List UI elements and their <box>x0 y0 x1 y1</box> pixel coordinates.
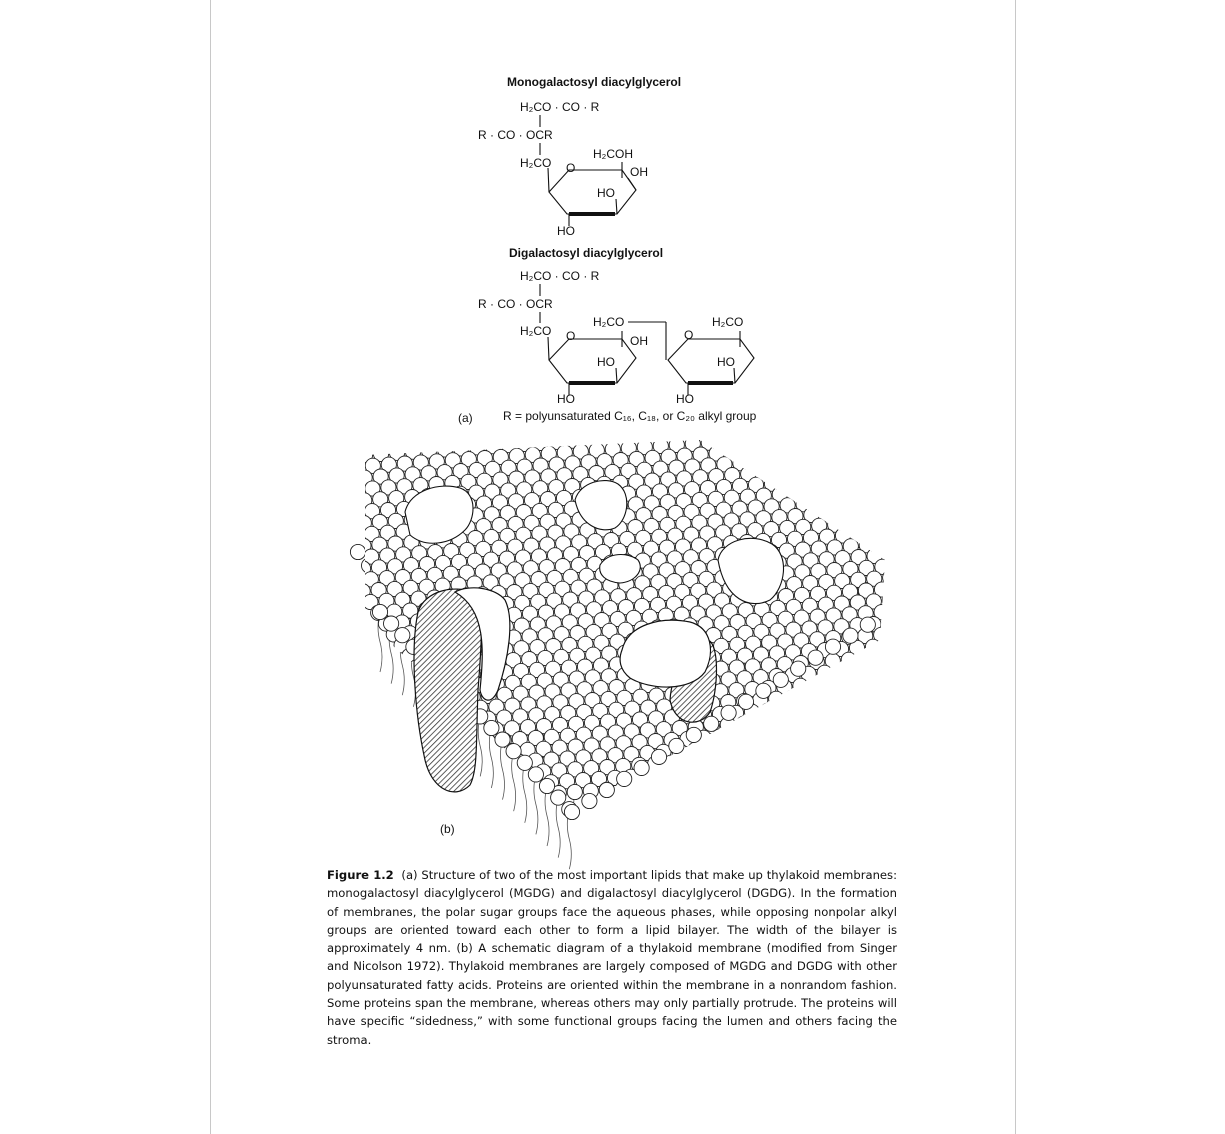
lipid-head <box>865 639 880 654</box>
lipid-head <box>712 752 727 767</box>
lipid-head <box>599 782 614 797</box>
lipid-head <box>647 779 662 794</box>
lipid-head <box>727 773 742 788</box>
lipid-head <box>785 690 800 705</box>
lipid-head <box>711 775 726 790</box>
lipid-head <box>879 752 894 767</box>
lipid-head <box>876 468 891 483</box>
lipid-head <box>768 714 783 729</box>
lipid-head <box>506 744 521 759</box>
lipid-head <box>808 745 823 760</box>
lipid-head <box>857 674 872 689</box>
lipid-head <box>372 604 387 619</box>
lipid-head <box>833 664 848 679</box>
lipid-head <box>865 685 880 700</box>
lipid-head <box>671 766 686 781</box>
dgdg-ring1-oh: OH <box>630 334 648 348</box>
lipid-head <box>789 440 804 455</box>
lipid-head <box>853 459 868 474</box>
lipid-head <box>655 767 670 782</box>
lipid-head <box>812 473 827 488</box>
lipid-head <box>824 744 839 759</box>
lipid-head <box>768 737 783 752</box>
lipid-head <box>829 449 844 464</box>
lipid-head <box>841 675 856 690</box>
lipid-head <box>861 447 876 462</box>
lipid-head <box>828 472 843 487</box>
panel-b-label: (b) <box>440 822 455 836</box>
lipid-head <box>695 776 710 791</box>
lipid-tail <box>534 774 538 834</box>
dgdg-ring1-o: O <box>566 329 576 343</box>
lipid-head <box>815 756 830 771</box>
lipid-head <box>853 436 868 451</box>
lipid-head <box>679 777 694 792</box>
dgdg-ring1-ho-bottom: HO <box>557 392 575 406</box>
lipid-head <box>721 705 736 720</box>
lipid-head <box>793 678 808 693</box>
lipid-head <box>752 738 767 753</box>
lipid-head <box>852 504 867 519</box>
lipid-head <box>728 751 743 766</box>
lipid-head <box>765 453 780 468</box>
lipid-head <box>749 455 764 470</box>
lipid-head <box>860 492 875 507</box>
lipid-head <box>736 716 751 731</box>
lipid-head <box>817 665 832 680</box>
lipid-head <box>686 727 701 742</box>
lipid-head <box>680 754 695 769</box>
lipid-head <box>759 771 774 786</box>
lipid-head <box>849 686 864 701</box>
lipid-head <box>868 480 883 495</box>
lipid-head <box>871 764 886 779</box>
lipid-head <box>780 475 795 490</box>
lipid-head <box>805 462 820 477</box>
lipid-head <box>881 638 896 653</box>
lipid-tail <box>556 798 560 858</box>
lipid-head <box>704 741 719 756</box>
lipid-head <box>517 755 532 770</box>
lipid-head <box>703 764 718 779</box>
lipid-head <box>800 734 815 749</box>
lipid-head <box>860 470 875 485</box>
lipid-head <box>484 720 499 735</box>
lipid-head <box>760 749 775 764</box>
lipid-head <box>849 663 864 678</box>
lipid-head <box>767 759 782 774</box>
lipid-head <box>845 448 860 463</box>
lipid-head <box>852 481 867 496</box>
lipid-head <box>869 458 884 473</box>
lipid-head <box>813 450 828 465</box>
lipid-head <box>634 760 649 775</box>
lipid-head <box>847 754 862 769</box>
panel-a-label: (a) <box>458 411 473 425</box>
lipid-head <box>821 438 836 453</box>
lipid-head <box>828 494 843 509</box>
lipid-head <box>783 758 798 773</box>
lipid-head <box>880 729 895 744</box>
lipid-head <box>395 628 410 643</box>
lipid-head <box>840 720 855 735</box>
lipid-head <box>651 749 666 764</box>
lipid-head <box>805 439 820 454</box>
lipid-head <box>844 471 859 486</box>
lipid-head <box>843 628 858 643</box>
lipid-head <box>817 688 832 703</box>
dgdg-title: Digalactosyl diacylglycerol <box>509 246 664 260</box>
lipid-head <box>696 753 711 768</box>
lipid-head <box>880 706 895 721</box>
lipid-head <box>875 537 890 552</box>
lipid-head <box>873 650 888 665</box>
dgdg-h2co-bottom: H₂CO <box>520 324 552 338</box>
lipid-head <box>773 672 788 687</box>
lipid-head <box>808 723 823 738</box>
lipid-head <box>617 771 632 786</box>
lipid-head <box>883 525 898 540</box>
lipid-head <box>865 662 880 677</box>
r-group-definition: R = polyunsaturated C₁₆, C₁₈, or C₂₀ alkyl group <box>503 409 757 423</box>
lipid-head <box>856 719 871 734</box>
mgdg-rcoocr: R · CO · OCR <box>478 128 553 142</box>
lipid-head <box>797 451 812 466</box>
lipid-head <box>860 617 875 632</box>
mgdg-ho-mid: HO <box>597 186 615 200</box>
lipid-head <box>869 435 884 450</box>
lipid-head <box>800 712 815 727</box>
lipid-head <box>704 716 719 731</box>
lipid-head <box>564 804 579 819</box>
lipid-head <box>744 750 759 765</box>
lipid-head <box>856 742 871 757</box>
mgdg-h2co-top: H₂CO · CO · R <box>520 100 600 114</box>
dgdg-h2co-top: H₂CO · CO · R <box>520 269 600 283</box>
mgdg-h2coh: H₂COH <box>593 147 633 161</box>
lipid-head <box>736 739 751 754</box>
lipid-head <box>825 639 840 654</box>
lipid-head <box>792 724 807 739</box>
lipid-head <box>504 766 519 781</box>
lipid-head <box>872 695 887 710</box>
lipid-head <box>872 741 887 756</box>
lipid-head <box>836 483 851 498</box>
lipid-head <box>833 687 848 702</box>
dgdg-ring2-h2co: H₂CO <box>712 315 744 329</box>
lipid-head <box>519 788 534 803</box>
caption-text: (a) Structure of two of the most important lipids that make up thylakoid membranes: monogalactosyl diacylglycerol (MGDG) and digalactosyl diacylglycerol (DGDG). In the formation of membranes, the polar sugar groups face the aqueous phases, while opposing nonpolar alkyl groups are oriented toward each other to form a lipid bilayer. The width of the bilayer is approximately 4 nm. (b) A schematic diagram of a thylakoid membrane (modified from Singer and Nicolson 1972). Thylakoid membranes are largely composed of MGDG and DGDG with other polyunsaturated fatty acids. Proteins are oriented within the membrane in a nonrandom fashion. Some proteins span the membrane, whereas others may only partially protrude. The proteins will have specific “sidedness,” with some functional groups facing the lumen and others facing the stroma. <box>327 868 897 1047</box>
lipid-head <box>775 770 790 785</box>
lipid-head <box>820 484 835 499</box>
dgdg-ring1-ho-mid: HO <box>597 355 615 369</box>
lipid-head <box>720 740 735 755</box>
lipid-head <box>796 474 811 489</box>
lipid-head <box>717 434 732 449</box>
lipid-head <box>860 515 875 530</box>
lipid-head <box>744 727 759 742</box>
lipid-head <box>824 699 839 714</box>
lipid-head <box>804 485 819 500</box>
lipid-head <box>791 661 806 676</box>
lipid-head <box>728 728 743 743</box>
dgdg-ring2-ho-mid: HO <box>717 355 735 369</box>
lipid-head <box>876 514 891 529</box>
transmembrane-protein-left <box>414 588 510 792</box>
lipid-head <box>792 746 807 761</box>
lipid-head <box>480 734 495 749</box>
lipid-head <box>528 767 543 782</box>
lipid-head <box>631 780 646 795</box>
lipid-head <box>823 767 838 782</box>
mgdg-h2co-bottom: H₂CO <box>520 156 552 170</box>
lipid-head <box>872 718 887 733</box>
dgdg-ring1-h2co: H₂CO <box>593 315 625 329</box>
mgdg-title: Monogalactosyl diacylglycerol <box>507 75 682 89</box>
lipid-head <box>873 673 888 688</box>
lipid-head <box>495 732 510 747</box>
lipid-head <box>824 721 839 736</box>
lipid-head <box>840 743 855 758</box>
lipid-head <box>567 784 582 799</box>
lipid-head <box>857 651 872 666</box>
lipid-head <box>831 755 846 770</box>
lipid-head <box>756 683 771 698</box>
lipid-head <box>837 460 852 475</box>
lipid-head <box>350 544 365 559</box>
lipid-head <box>856 697 871 712</box>
lipid-head <box>551 790 566 805</box>
lipid-head <box>539 778 554 793</box>
lipid-head <box>752 715 767 730</box>
lipid-head <box>757 443 772 458</box>
dgdg-rcoocr: R · CO · OCR <box>478 297 553 311</box>
lipid-head <box>864 730 879 745</box>
lipid-head <box>832 710 847 725</box>
lipid-head <box>867 526 882 541</box>
lipid-head <box>848 708 863 723</box>
lipid-head <box>808 700 823 715</box>
lipid-head <box>844 493 859 508</box>
mgdg-oh: OH <box>630 165 648 179</box>
figure-label: Figure 1.2 <box>327 868 394 882</box>
dgdg-ring2-ho-bottom: HO <box>676 392 694 406</box>
lipid-head <box>801 689 816 704</box>
lipid-head <box>877 446 892 461</box>
lipid-head <box>384 616 399 631</box>
lipid-head <box>807 768 822 783</box>
lipid-head <box>791 769 806 784</box>
lipid-head <box>738 694 753 709</box>
lipid-head <box>751 760 766 775</box>
lipid-head <box>688 742 703 757</box>
lipid-head <box>848 731 863 746</box>
lipid-head <box>883 547 898 562</box>
lipid-head <box>816 733 831 748</box>
lipid-head <box>784 736 799 751</box>
lipid-head <box>669 738 684 753</box>
lipid-head <box>844 516 859 531</box>
lipid-head <box>687 765 702 780</box>
lipid-head <box>503 789 518 804</box>
lipid-head <box>881 661 896 676</box>
lipid-head <box>792 701 807 716</box>
lipid-head <box>881 684 896 699</box>
lipid-tail <box>545 786 549 846</box>
lipid-head <box>832 732 847 747</box>
lipid-head <box>735 762 750 777</box>
lipid-tail <box>500 740 504 800</box>
lipid-head <box>868 503 883 518</box>
lipid-head <box>882 593 897 608</box>
lipid-head <box>776 702 791 717</box>
mgdg-ring-o: O <box>566 161 576 175</box>
lipid-head <box>776 747 791 762</box>
lipid-head <box>884 479 899 494</box>
lipid-head <box>773 464 788 479</box>
lipid-head <box>809 677 824 692</box>
lipid-head <box>816 711 831 726</box>
lipid-head <box>837 437 852 452</box>
lipid-head <box>495 778 510 793</box>
lipid-head <box>876 491 891 506</box>
lipid-head <box>808 650 823 665</box>
lipid-head <box>812 496 827 511</box>
lipid-head <box>840 698 855 713</box>
lipid-head <box>760 726 775 741</box>
lipid-head <box>839 766 854 781</box>
lipid-head <box>841 652 856 667</box>
lipid-head <box>712 729 727 744</box>
mgdg-ho-bottom: HO <box>557 224 575 238</box>
figure-caption <box>327 866 897 1049</box>
lipid-head <box>776 725 791 740</box>
lipid-head <box>789 463 804 478</box>
lipid-head <box>760 703 775 718</box>
lipid-head <box>882 615 897 630</box>
lipid-head <box>864 707 879 722</box>
lipid-head <box>733 433 748 448</box>
lipid-head <box>863 753 878 768</box>
lipid-head <box>741 444 756 459</box>
lipid-head <box>799 757 814 772</box>
lipid-head <box>582 793 597 808</box>
lipid-head <box>855 765 870 780</box>
lipid-head <box>784 713 799 728</box>
lipid-head <box>825 676 840 691</box>
lipid-tail <box>512 751 516 811</box>
lipid-tail <box>523 763 527 823</box>
lipid-head <box>743 772 758 787</box>
lipid-head <box>781 452 796 467</box>
dgdg-ring2-o: O <box>684 328 694 342</box>
lipid-head <box>884 502 899 517</box>
lipid-head <box>719 763 734 778</box>
lipid-head <box>883 570 898 585</box>
lipid-head <box>773 442 788 457</box>
lipid-head <box>821 461 836 476</box>
lipid-head <box>836 505 851 520</box>
lipid-head <box>663 778 678 793</box>
lipid-head <box>488 767 503 782</box>
